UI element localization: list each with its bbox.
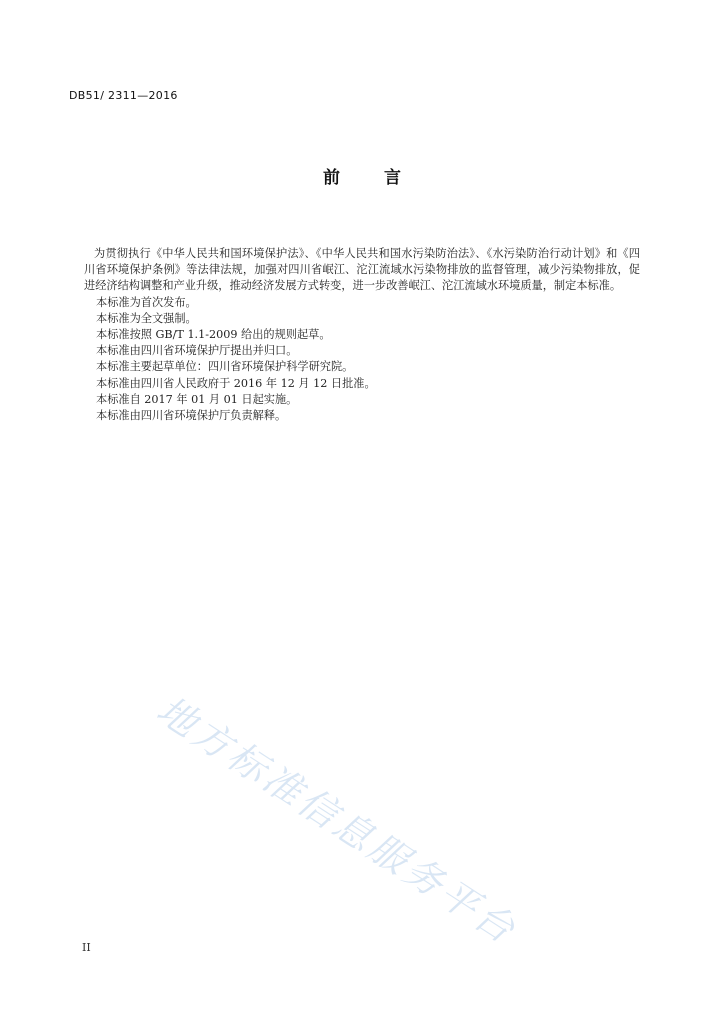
foreword-body <box>84 246 640 424</box>
foreword-line-proposer: 本标准由四川省环境保护厅提出并归口。 <box>96 344 298 358</box>
watermark: 地方标准信息服务平台 <box>149 687 526 954</box>
foreword-line-approval: 本标准由四川省人民政府于 2016 年 12 月 12 日批准。 <box>96 376 376 390</box>
foreword-intro-paragraph: 为贯彻执行《中华人民共和国环境保护法》、《中华人民共和国水污染防治法》、《水污染防治行动计划》和《四川省环境保护条例》等法律法规，加强对四川省岷江、沱江流域水污染物排放的监督管理，减少污染物排放，促进经济结构调整和产业升级，推动经济发展方式转变，进一步改善岷江、沱江流域水环境质量，制定本标准。 <box>84 247 640 293</box>
foreword-line-drafting-rules: 本标准按照 GB/T 1.1-2009 给出的规则起草。 <box>96 328 331 342</box>
title-char-right: 言 <box>384 168 401 188</box>
foreword-line-first-release: 本标准为首次发布。 <box>96 295 197 309</box>
foreword-line-drafter: 本标准主要起草单位：四川省环境保护科学研究院。 <box>96 360 354 374</box>
page-number: II <box>82 941 91 954</box>
foreword-line-effective-date: 本标准自 2017 年 01 月 01 日起实施。 <box>96 392 298 406</box>
standard-code: DB51/ 2311—2016 <box>69 89 178 102</box>
title-char-left: 前 <box>323 168 340 188</box>
foreword-line-interpretation: 本标准由四川省环境保护厅负责解释。 <box>96 409 287 423</box>
page-title <box>0 163 724 188</box>
foreword-line-mandatory: 本标准为全文强制。 <box>96 311 197 325</box>
